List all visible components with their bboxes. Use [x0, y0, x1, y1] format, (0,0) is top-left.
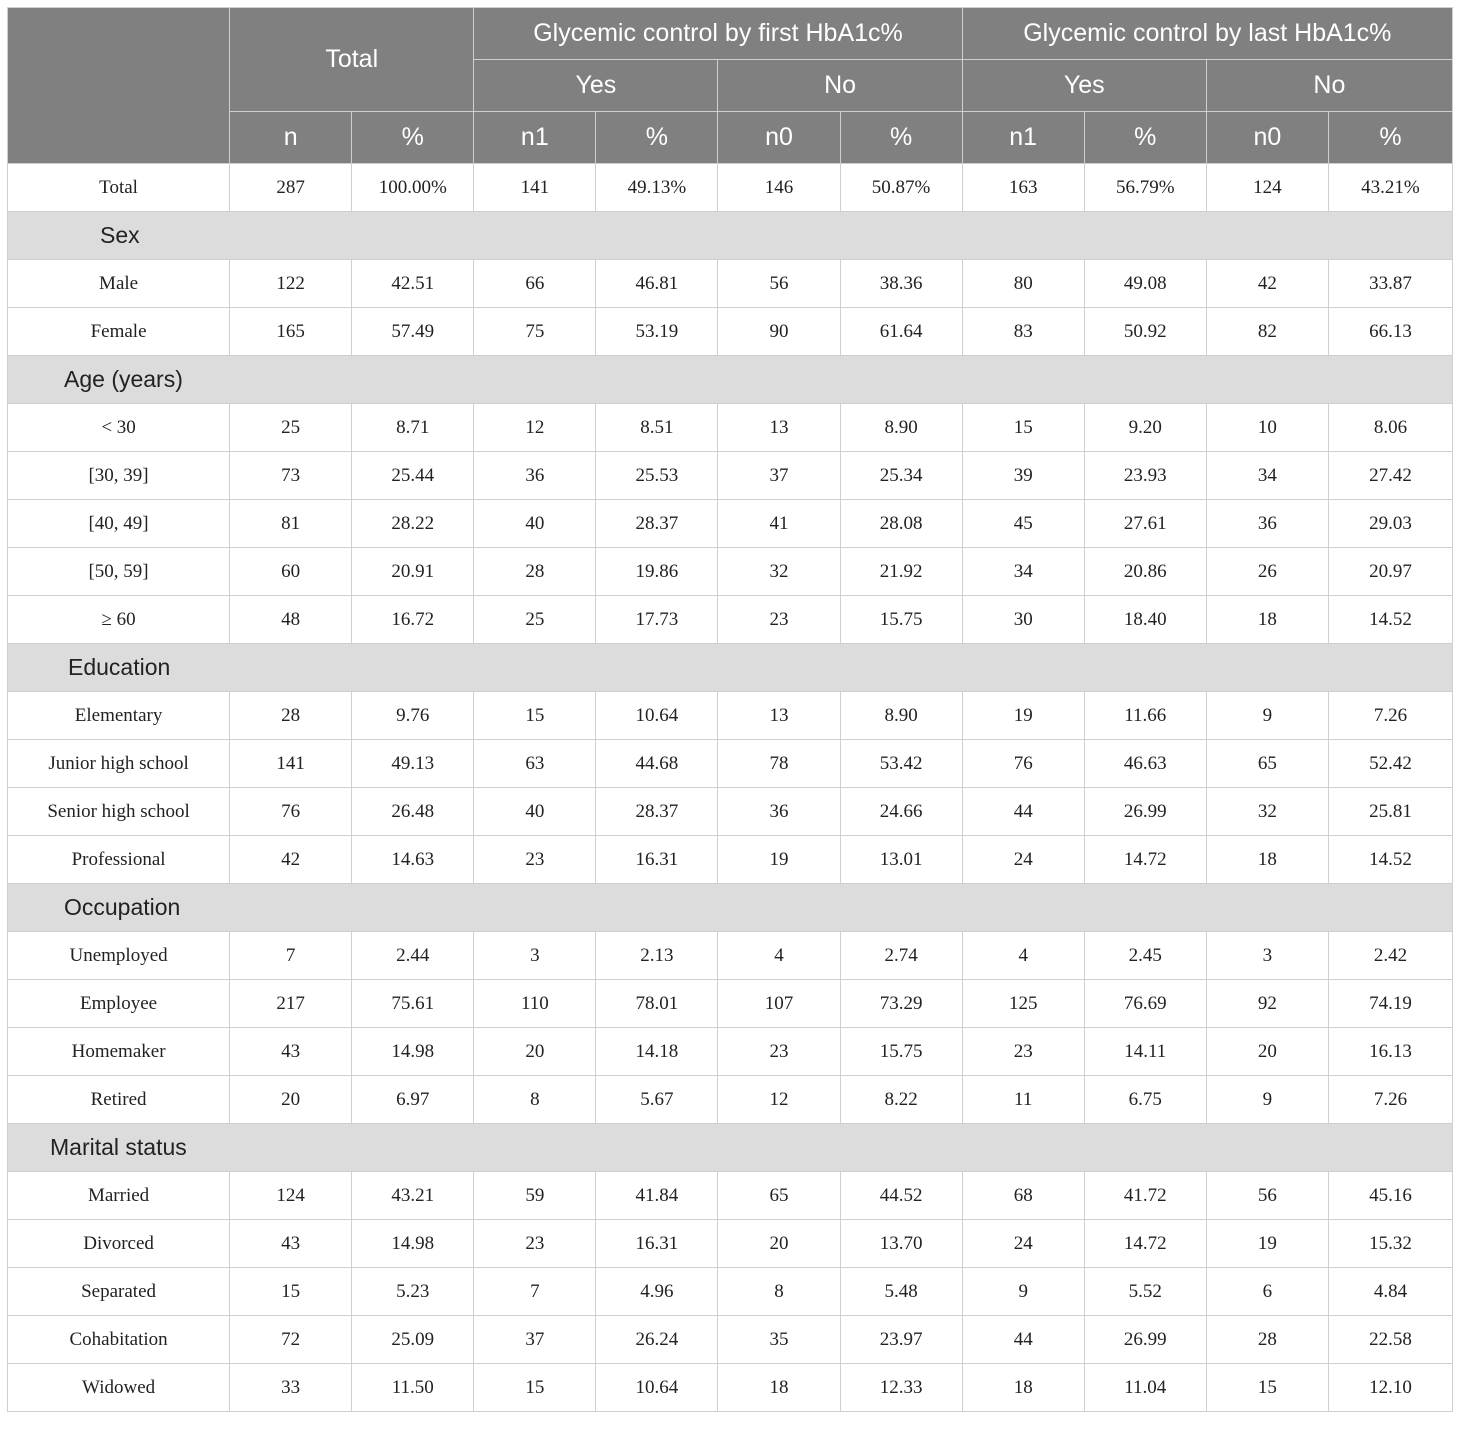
cell: 7.26	[1328, 692, 1452, 740]
cell: 11.66	[1084, 692, 1206, 740]
cell: 76	[962, 740, 1084, 788]
table-row	[8, 788, 1453, 836]
cell: 4.84	[1328, 1268, 1452, 1316]
cell: 33.87	[1328, 260, 1452, 308]
cell: 37	[718, 452, 840, 500]
table-row	[8, 692, 1453, 740]
cell: 13.01	[840, 836, 962, 884]
cell: 36	[1206, 500, 1328, 548]
row-label: Homemaker	[8, 1028, 230, 1076]
cell: 28	[1206, 1316, 1328, 1364]
cell: 80	[962, 260, 1084, 308]
cell: 217	[230, 980, 352, 1028]
corner-header-cell	[8, 8, 230, 164]
table-row	[8, 1028, 1453, 1076]
cell: 34	[1206, 452, 1328, 500]
cell: 27.42	[1328, 452, 1452, 500]
cell: 57.49	[352, 308, 474, 356]
cell: 44	[962, 788, 1084, 836]
cell: 28	[230, 692, 352, 740]
cell: 18	[1206, 596, 1328, 644]
cell: 8.90	[840, 404, 962, 452]
cell: 14.63	[352, 836, 474, 884]
cell: 56	[1206, 1172, 1328, 1220]
cell: 13	[718, 692, 840, 740]
cell: 8	[474, 1076, 596, 1124]
cell: 9.20	[1084, 404, 1206, 452]
cell: 20	[474, 1028, 596, 1076]
table-row	[8, 980, 1453, 1028]
cell: 42	[230, 836, 352, 884]
cell: 52.42	[1328, 740, 1452, 788]
last-hba1c-group-header: Glycemic control by last HbA1c%	[962, 8, 1452, 60]
cell: 10.64	[596, 692, 718, 740]
cell: 42	[1206, 260, 1328, 308]
cell: 2.74	[840, 932, 962, 980]
last-yes-header: Yes	[962, 60, 1206, 112]
cell: 14.18	[596, 1028, 718, 1076]
cell: 20	[718, 1220, 840, 1268]
cell: 11	[962, 1076, 1084, 1124]
cell: 14.98	[352, 1220, 474, 1268]
first-yes-n1-header: n1	[474, 112, 596, 164]
cell: 14.72	[1084, 836, 1206, 884]
cell: 15.75	[840, 1028, 962, 1076]
cell: 37	[474, 1316, 596, 1364]
cell: 28.37	[596, 500, 718, 548]
data-table	[7, 7, 1453, 1412]
cell: 5.52	[1084, 1268, 1206, 1316]
cell: 59	[474, 1172, 596, 1220]
cell: 14.11	[1084, 1028, 1206, 1076]
cell: 17.73	[596, 596, 718, 644]
cell: 15	[474, 1364, 596, 1412]
cell: 16.13	[1328, 1028, 1452, 1076]
cell: 36	[474, 452, 596, 500]
cell: 7	[474, 1268, 596, 1316]
cell: 65	[1206, 740, 1328, 788]
cell: 2.42	[1328, 932, 1452, 980]
cell: 25.81	[1328, 788, 1452, 836]
cell: 45.16	[1328, 1172, 1452, 1220]
cell: 23	[474, 1220, 596, 1268]
cell: 26	[1206, 548, 1328, 596]
row-label: < 30	[8, 404, 230, 452]
cell: 4.96	[596, 1268, 718, 1316]
cell: 24.66	[840, 788, 962, 836]
cell: 20.86	[1084, 548, 1206, 596]
cell: 25	[230, 404, 352, 452]
cell: 50.87%	[840, 164, 962, 212]
cell: 4	[718, 932, 840, 980]
cell: 10	[1206, 404, 1328, 452]
cell: 15	[1206, 1364, 1328, 1412]
last-no-header: No	[1206, 60, 1452, 112]
row-label: Retired	[8, 1076, 230, 1124]
cell: 16.31	[596, 1220, 718, 1268]
section-title: Age (years)	[8, 356, 1453, 404]
section-row-occupation	[8, 884, 1453, 932]
cell: 23	[474, 836, 596, 884]
cell: 12.10	[1328, 1364, 1452, 1412]
cell: 122	[230, 260, 352, 308]
cell: 146	[718, 164, 840, 212]
cell: 2.13	[596, 932, 718, 980]
cell: 14.98	[352, 1028, 474, 1076]
cell: 66	[474, 260, 596, 308]
cell: 25.44	[352, 452, 474, 500]
cell: 76	[230, 788, 352, 836]
table-header	[8, 8, 1453, 164]
row-label: [30, 39]	[8, 452, 230, 500]
row-label: Junior high school	[8, 740, 230, 788]
cell: 107	[718, 980, 840, 1028]
cell: 5.48	[840, 1268, 962, 1316]
cell: 3	[1206, 932, 1328, 980]
cell: 76.69	[1084, 980, 1206, 1028]
cell: 8.71	[352, 404, 474, 452]
section-title: Sex	[8, 212, 1453, 260]
cell: 23	[718, 596, 840, 644]
cell: 65	[718, 1172, 840, 1220]
cell: 23.97	[840, 1316, 962, 1364]
cell: 38.36	[840, 260, 962, 308]
cell: 35	[718, 1316, 840, 1364]
section-row-marital-status	[8, 1124, 1453, 1172]
row-label: Male	[8, 260, 230, 308]
total-header: Total	[230, 8, 474, 112]
cell: 49.08	[1084, 260, 1206, 308]
cell: 23.93	[1084, 452, 1206, 500]
cell: 61.64	[840, 308, 962, 356]
row-label: Female	[8, 308, 230, 356]
cell: 73.29	[840, 980, 962, 1028]
cell: 40	[474, 500, 596, 548]
cell: 19.86	[596, 548, 718, 596]
cell: 72	[230, 1316, 352, 1364]
cell: 13.70	[840, 1220, 962, 1268]
cell: 9	[1206, 1076, 1328, 1124]
cell: 66.13	[1328, 308, 1452, 356]
cell: 50.92	[1084, 308, 1206, 356]
cell: 8.90	[840, 692, 962, 740]
cell: 63	[474, 740, 596, 788]
row-label: Elementary	[8, 692, 230, 740]
cell: 14.72	[1084, 1220, 1206, 1268]
cell: 5.67	[596, 1076, 718, 1124]
table-row	[8, 836, 1453, 884]
last-no-pct-header: %	[1328, 112, 1452, 164]
cell: 26.48	[352, 788, 474, 836]
cell: 81	[230, 500, 352, 548]
cell: 15	[962, 404, 1084, 452]
cell: 8.51	[596, 404, 718, 452]
cell: 33	[230, 1364, 352, 1412]
table-row	[8, 740, 1453, 788]
cell: 18	[718, 1364, 840, 1412]
cell: 19	[1206, 1220, 1328, 1268]
first-yes-pct-header: %	[596, 112, 718, 164]
cell: 43.21	[352, 1172, 474, 1220]
cell: 68	[962, 1172, 1084, 1220]
cell: 24	[962, 1220, 1084, 1268]
cell: 2.45	[1084, 932, 1206, 980]
cell: 83	[962, 308, 1084, 356]
cell: 20	[230, 1076, 352, 1124]
cell: 287	[230, 164, 352, 212]
row-label: Senior high school	[8, 788, 230, 836]
cell: 36	[718, 788, 840, 836]
cell: 44.52	[840, 1172, 962, 1220]
cell: 110	[474, 980, 596, 1028]
cell: 13	[718, 404, 840, 452]
row-label: Total	[8, 164, 230, 212]
cell: 44	[962, 1316, 1084, 1364]
cell: 42.51	[352, 260, 474, 308]
cell: 40	[474, 788, 596, 836]
cell: 41.72	[1084, 1172, 1206, 1220]
cell: 8.06	[1328, 404, 1452, 452]
cell: 26.24	[596, 1316, 718, 1364]
cell: 16.31	[596, 836, 718, 884]
cell: 28.37	[596, 788, 718, 836]
cell: 53.19	[596, 308, 718, 356]
cell: 2.44	[352, 932, 474, 980]
cell: 56.79%	[1084, 164, 1206, 212]
cell: 6.97	[352, 1076, 474, 1124]
section-row-sex	[8, 212, 1453, 260]
table-row	[8, 1268, 1453, 1316]
cell: 20.97	[1328, 548, 1452, 596]
total-row	[8, 164, 1453, 212]
total-pct-header: %	[352, 112, 474, 164]
cell: 92	[1206, 980, 1328, 1028]
cell: 39	[962, 452, 1084, 500]
cell: 78	[718, 740, 840, 788]
row-label: Professional	[8, 836, 230, 884]
last-no-n0-header: n0	[1206, 112, 1328, 164]
cell: 53.42	[840, 740, 962, 788]
cell: 74.19	[1328, 980, 1452, 1028]
table-row	[8, 308, 1453, 356]
cell: 18.40	[1084, 596, 1206, 644]
cell: 18	[1206, 836, 1328, 884]
cell: 15.75	[840, 596, 962, 644]
cell: 18	[962, 1364, 1084, 1412]
section-title: Occupation	[8, 884, 1453, 932]
cell: 28	[474, 548, 596, 596]
cell: 125	[962, 980, 1084, 1028]
cell: 14.52	[1328, 836, 1452, 884]
cell: 14.52	[1328, 596, 1452, 644]
cell: 23	[718, 1028, 840, 1076]
cell: 25.34	[840, 452, 962, 500]
table-row	[8, 1316, 1453, 1364]
cell: 11.04	[1084, 1364, 1206, 1412]
table-row	[8, 1172, 1453, 1220]
section-row-education	[8, 644, 1453, 692]
cell: 12	[718, 1076, 840, 1124]
table-row	[8, 1220, 1453, 1268]
section-title: Marital status	[8, 1124, 1453, 1172]
cell: 15	[230, 1268, 352, 1316]
row-label: [50, 59]	[8, 548, 230, 596]
cell: 82	[1206, 308, 1328, 356]
cell: 46.81	[596, 260, 718, 308]
cell: 25.09	[352, 1316, 474, 1364]
cell: 9.76	[352, 692, 474, 740]
cell: 163	[962, 164, 1084, 212]
cell: 7.26	[1328, 1076, 1452, 1124]
cell: 27.61	[1084, 500, 1206, 548]
cell: 28.22	[352, 500, 474, 548]
cell: 6	[1206, 1268, 1328, 1316]
row-label: Divorced	[8, 1220, 230, 1268]
cell: 141	[230, 740, 352, 788]
cell: 12.33	[840, 1364, 962, 1412]
cell: 141	[474, 164, 596, 212]
first-yes-header: Yes	[474, 60, 718, 112]
row-label: Married	[8, 1172, 230, 1220]
cell: 45	[962, 500, 1084, 548]
cell: 29.03	[1328, 500, 1452, 548]
cell: 124	[1206, 164, 1328, 212]
cell: 28.08	[840, 500, 962, 548]
section-title: Education	[8, 644, 1453, 692]
first-no-n0-header: n0	[718, 112, 840, 164]
cell: 73	[230, 452, 352, 500]
cell: 32	[1206, 788, 1328, 836]
cell: 21.92	[840, 548, 962, 596]
cell: 8	[718, 1268, 840, 1316]
cell: 49.13	[352, 740, 474, 788]
table-row	[8, 404, 1453, 452]
cell: 23	[962, 1028, 1084, 1076]
cell: 26.99	[1084, 1316, 1206, 1364]
cell: 10.64	[596, 1364, 718, 1412]
cell: 19	[962, 692, 1084, 740]
table-row	[8, 260, 1453, 308]
cell: 124	[230, 1172, 352, 1220]
row-label: Cohabitation	[8, 1316, 230, 1364]
table-row	[8, 1076, 1453, 1124]
cell: 3	[474, 932, 596, 980]
cell: 90	[718, 308, 840, 356]
first-no-pct-header: %	[840, 112, 962, 164]
cell: 6.75	[1084, 1076, 1206, 1124]
cell: 26.99	[1084, 788, 1206, 836]
cell: 20.91	[352, 548, 474, 596]
cell: 41	[718, 500, 840, 548]
cell: 4	[962, 932, 1084, 980]
last-yes-n1-header: n1	[962, 112, 1084, 164]
cell: 22.58	[1328, 1316, 1452, 1364]
cell: 32	[718, 548, 840, 596]
cell: 15	[474, 692, 596, 740]
cell: 48	[230, 596, 352, 644]
cell: 19	[718, 836, 840, 884]
cell: 60	[230, 548, 352, 596]
first-hba1c-group-header: Glycemic control by first HbA1c%	[474, 8, 962, 60]
cell: 9	[962, 1268, 1084, 1316]
cell: 9	[1206, 692, 1328, 740]
cell: 30	[962, 596, 1084, 644]
row-label: [40, 49]	[8, 500, 230, 548]
row-label: ≥ 60	[8, 596, 230, 644]
cell: 43	[230, 1028, 352, 1076]
cell: 75.61	[352, 980, 474, 1028]
cell: 8.22	[840, 1076, 962, 1124]
row-label: Separated	[8, 1268, 230, 1316]
first-no-header: No	[718, 60, 962, 112]
cell: 25	[474, 596, 596, 644]
cell: 43	[230, 1220, 352, 1268]
table-row	[8, 548, 1453, 596]
cell: 11.50	[352, 1364, 474, 1412]
cell: 12	[474, 404, 596, 452]
row-label: Unemployed	[8, 932, 230, 980]
cell: 100.00%	[352, 164, 474, 212]
cell: 165	[230, 308, 352, 356]
cell: 5.23	[352, 1268, 474, 1316]
cell: 43.21%	[1328, 164, 1452, 212]
cell: 49.13%	[596, 164, 718, 212]
table-row	[8, 452, 1453, 500]
table-row	[8, 596, 1453, 644]
cell: 41.84	[596, 1172, 718, 1220]
section-row-age	[8, 356, 1453, 404]
cell: 44.68	[596, 740, 718, 788]
cell: 15.32	[1328, 1220, 1452, 1268]
cell: 24	[962, 836, 1084, 884]
cell: 34	[962, 548, 1084, 596]
table-body	[8, 164, 1453, 1412]
table-row	[8, 932, 1453, 980]
cell: 25.53	[596, 452, 718, 500]
cell: 7	[230, 932, 352, 980]
row-label: Employee	[8, 980, 230, 1028]
cell: 46.63	[1084, 740, 1206, 788]
cell: 16.72	[352, 596, 474, 644]
row-label: Widowed	[8, 1364, 230, 1412]
cell: 20	[1206, 1028, 1328, 1076]
cell: 75	[474, 308, 596, 356]
cell: 56	[718, 260, 840, 308]
table-row	[8, 500, 1453, 548]
last-yes-pct-header: %	[1084, 112, 1206, 164]
table-row	[8, 1364, 1453, 1412]
total-n-header: n	[230, 112, 352, 164]
cell: 78.01	[596, 980, 718, 1028]
